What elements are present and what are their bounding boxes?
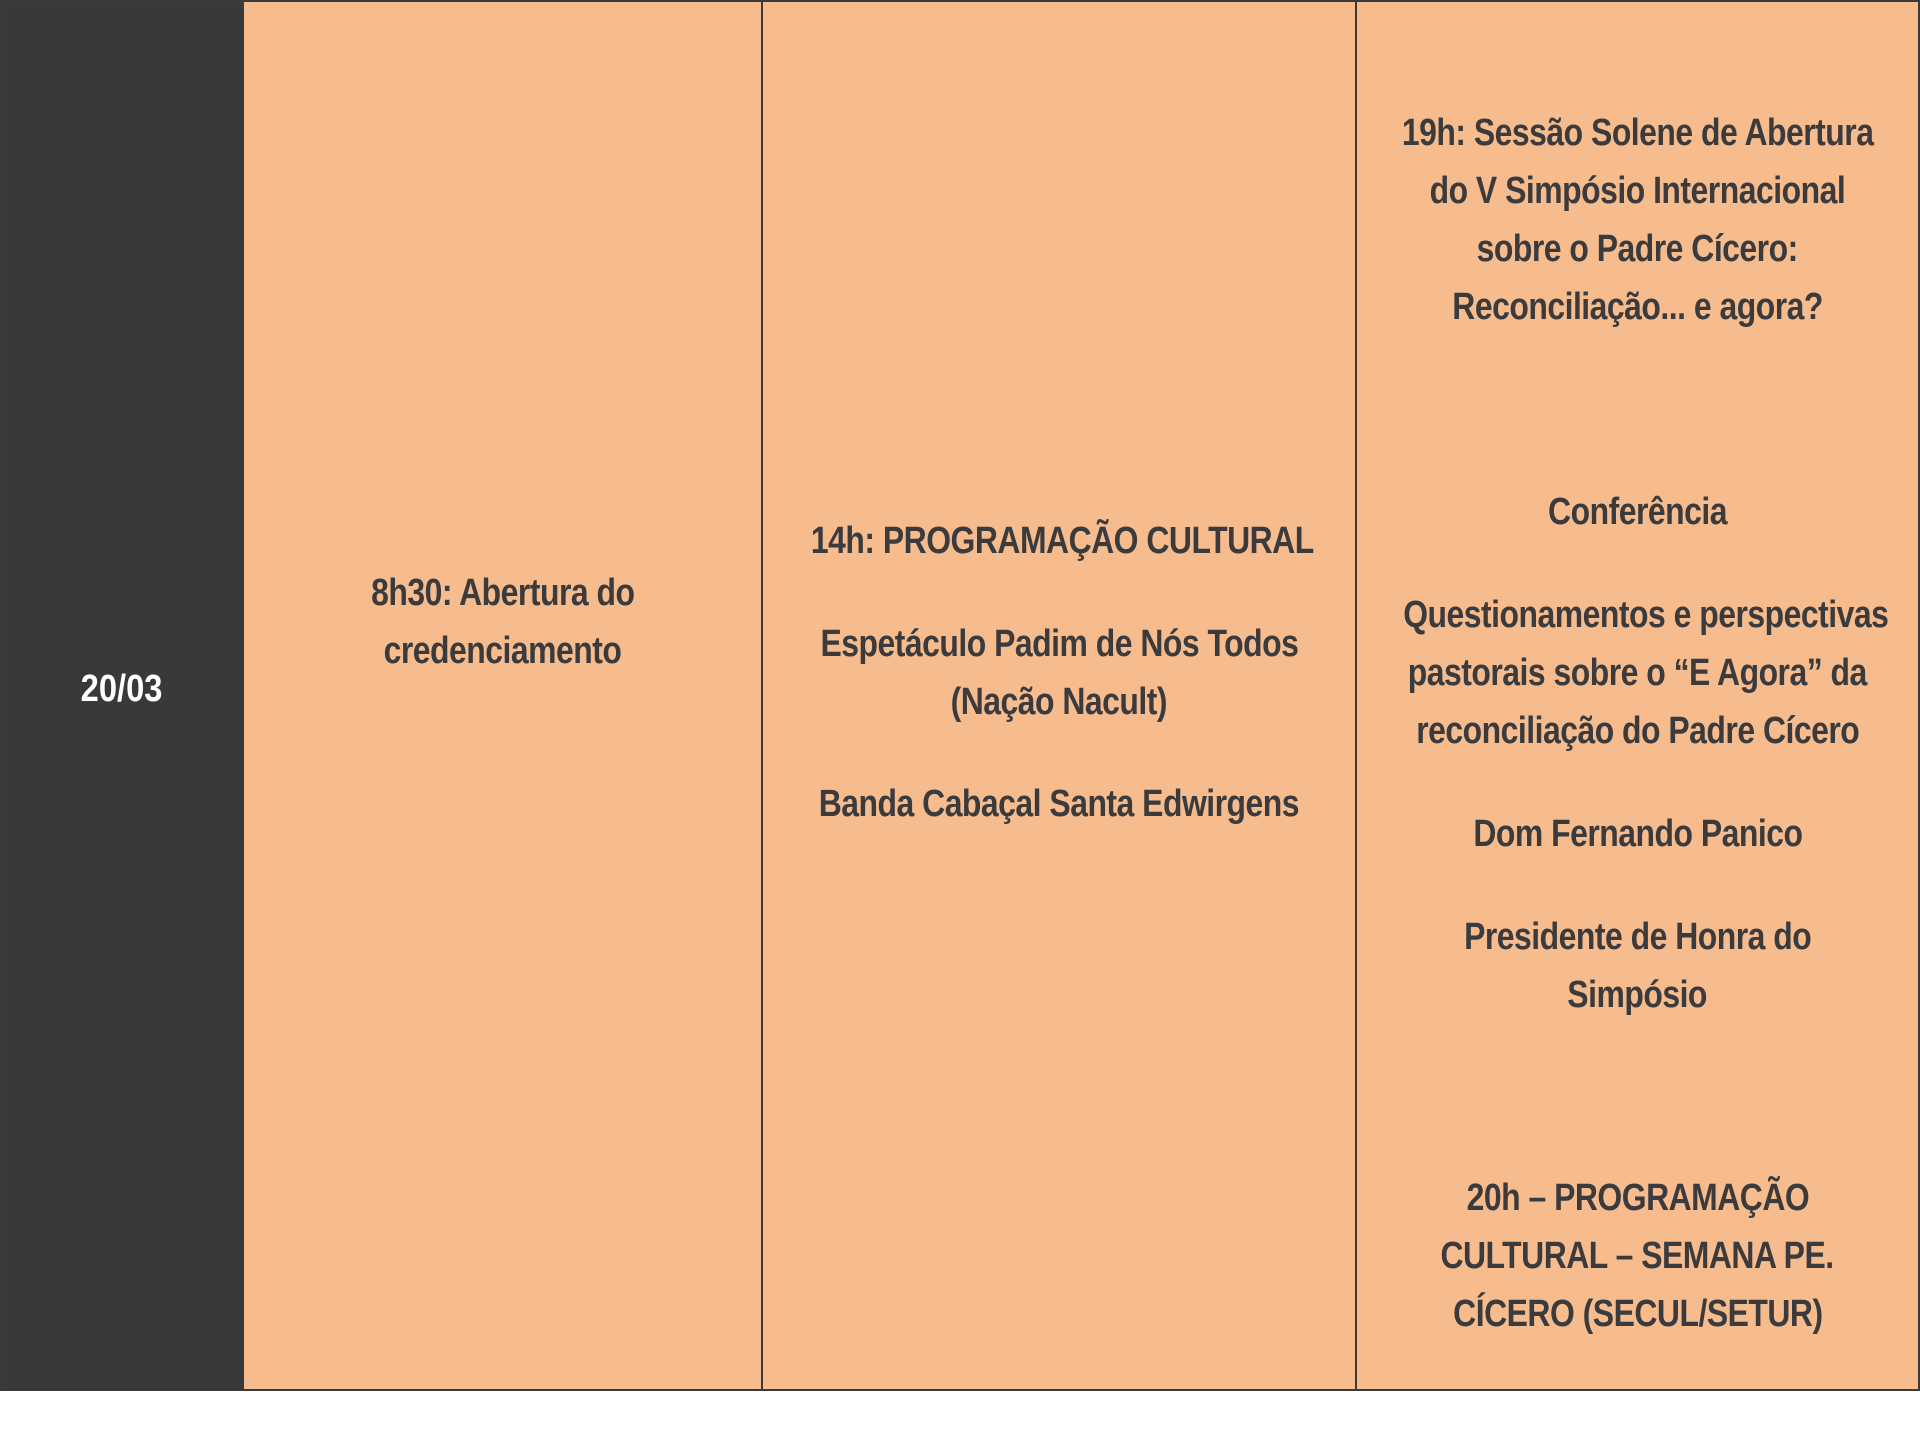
conference-label: Conferência — [1548, 491, 1727, 533]
speaker-role-line-2: Simpósio — [1567, 974, 1708, 1016]
afternoon-cell — [761, 2, 1355, 1389]
date-cell — [2, 2, 242, 1389]
cultural-line-1: 20h – PROGRAMAÇÃO — [1466, 1177, 1809, 1219]
session-line-1: 19h: Sessão Solene de Abertura — [1401, 112, 1874, 154]
cultural-line-2: CULTURAL – SEMANA PE. — [1440, 1235, 1835, 1277]
morning-cell — [242, 2, 761, 1389]
session-line-3: sobre o Padre Cícero: — [1476, 228, 1799, 270]
conference-title-line-2: pastorais sobre o “E Agora” da — [1407, 652, 1868, 694]
conference-title-line-1: Questionamentos e perspectivas — [1403, 594, 1889, 636]
evening-cell — [1355, 2, 1918, 1389]
afternoon-band: Banda Cabaçal Santa Edwirgens — [818, 783, 1300, 825]
speaker-name: Dom Fernando Panico — [1472, 813, 1803, 855]
date-label: 20/03 — [81, 668, 163, 710]
session-line-2: do V Simpósio Internacional — [1429, 170, 1846, 212]
afternoon-heading: 14h: PROGRAMAÇÃO CULTURAL — [810, 520, 1314, 562]
morning-line-1: 8h30: Abertura do — [370, 572, 635, 614]
afternoon-show-line-1: Espetáculo Padim de Nós Todos — [820, 623, 1298, 665]
morning-line-2: credenciamento — [383, 630, 622, 672]
conference-title-line-3: reconciliação do Padre Cícero — [1415, 710, 1860, 752]
cultural-line-3: CÍCERO (SECUL/SETUR) — [1452, 1293, 1823, 1335]
afternoon-show-line-2: (Nação Nacult) — [950, 681, 1168, 723]
session-line-4: Reconciliação... e agora? — [1452, 286, 1823, 328]
speaker-role-line-1: Presidente de Honra do — [1463, 916, 1812, 958]
